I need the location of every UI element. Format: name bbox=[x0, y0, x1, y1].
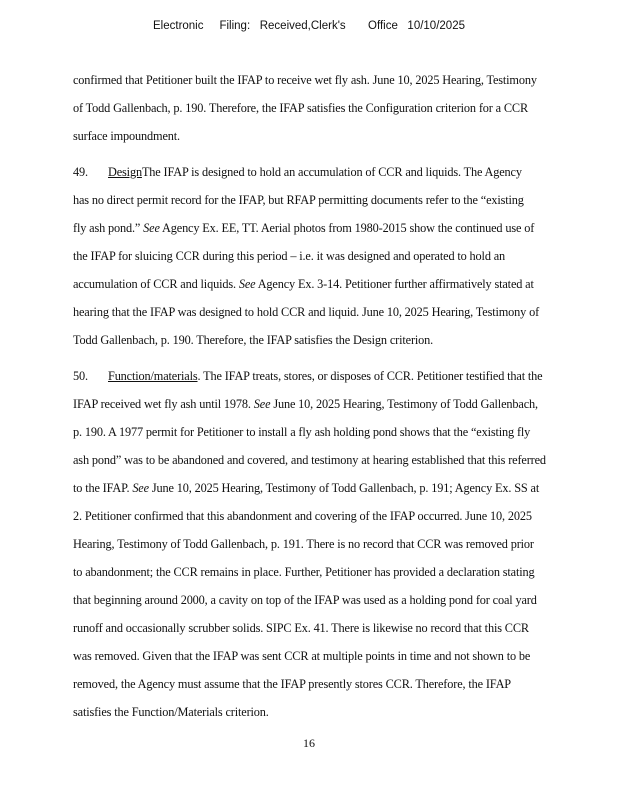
text-span: June 10, 2025 Hearing, Testimony of Todd Gallenbach, p. 191; Agency Ex. SS at bbox=[148, 481, 540, 495]
paragraph-50-first-line bbox=[108, 369, 542, 384]
text-line: to abandonment; the CCR remains in place. Further, Petitioner has provided a declaration stating bbox=[73, 565, 535, 579]
text-line bbox=[73, 481, 539, 496]
text-line: confirmed that Petitioner built the IFAP to receive wet fly ash. June 10, 2025 Hearing, Testimony bbox=[73, 73, 537, 87]
text-line: Hearing, Testimony of Todd Gallenbach, p. 191. There is no record that CCR was removed prior bbox=[73, 537, 534, 551]
page-number: 16 bbox=[303, 736, 315, 750]
text-span: Agency Ex. EE, TT. Aerial photos from 1980-2015 show the continued use of bbox=[159, 221, 535, 235]
text-line bbox=[73, 277, 534, 292]
text-line: Todd Gallenbach, p. 190. Therefore, the IFAP satisfies the Design criterion. bbox=[73, 333, 434, 347]
text-line: hearing that the IFAP was designed to hold CCR and liquid. June 10, 2025 Hearing, Testimony of bbox=[73, 305, 540, 319]
signal-see: See bbox=[143, 221, 160, 235]
text-line bbox=[73, 221, 534, 236]
text-line: removed, the Agency must assume that the IFAP presently stores CCR. Therefore, the IFAP bbox=[73, 677, 511, 691]
text-span: Agency Ex. 3-14. Petitioner further affirmatively stated at bbox=[255, 277, 534, 291]
text-line: surface impoundment. bbox=[73, 129, 180, 143]
filing-header: Electronic Filing: Received,Clerk's Office 10/10/2025 bbox=[153, 20, 465, 32]
signal-see: See bbox=[238, 277, 256, 291]
text-span: IFAP received wet fly ash until 1978. bbox=[73, 397, 254, 411]
paragraph-heading: Design bbox=[108, 165, 142, 179]
text-line: that beginning around 2000, a cavity on top of the IFAP was used as a holding pond for coal yard bbox=[73, 593, 537, 607]
paragraph-49-first-line bbox=[108, 165, 522, 180]
paragraph-heading: Function/materials bbox=[108, 369, 198, 383]
signal-see: See bbox=[253, 397, 271, 411]
text-span: June 10, 2025 Hearing, Testimony of Todd Gallenbach, bbox=[270, 397, 538, 411]
text-line: 2. Petitioner confirmed that this abandonment and covering of the IFAP occurred. June 10, 2025 bbox=[73, 509, 532, 523]
text-line: has no direct permit record for the IFAP, but RFAP permitting documents refer to the “existing bbox=[73, 193, 524, 207]
text-span: accumulation of CCR and liquids. bbox=[73, 277, 239, 291]
text-span: fly ash pond.” bbox=[73, 221, 144, 235]
text-span: . The IFAP treats, stores, or disposes of CCR. Petitioner testified that the bbox=[197, 369, 543, 383]
text-line: ash pond” was to be abandoned and covered, and testimony at hearing established that this referred bbox=[73, 453, 546, 467]
text-span: The IFAP is designed to hold an accumulation of CCR and liquids. The Agency bbox=[141, 165, 522, 179]
text-line: runoff and occasionally scrubber solids. SIPC Ex. 41. There is likewise no record that this CCR bbox=[73, 621, 529, 635]
paragraph-number: 49. bbox=[73, 165, 88, 179]
text-line: was removed. Given that the IFAP was sent CCR at multiple points in time and not shown to be bbox=[73, 649, 531, 663]
text-line: p. 190. A 1977 permit for Petitioner to install a fly ash holding pond shows that the “existing fly bbox=[73, 425, 531, 439]
signal-see: See bbox=[132, 481, 149, 495]
text-line: satisfies the Function/Materials criterion. bbox=[73, 705, 269, 719]
text-line: the IFAP for sluicing CCR during this period – i.e. it was designed and operated to hold an bbox=[73, 249, 506, 263]
text-span: to the IFAP. bbox=[73, 481, 133, 495]
paragraph-number: 50. bbox=[73, 369, 88, 383]
text-line bbox=[73, 397, 538, 412]
text-line: of Todd Gallenbach, p. 190. Therefore, the IFAP satisfies the Configuration criterion for a CCR bbox=[73, 101, 529, 115]
